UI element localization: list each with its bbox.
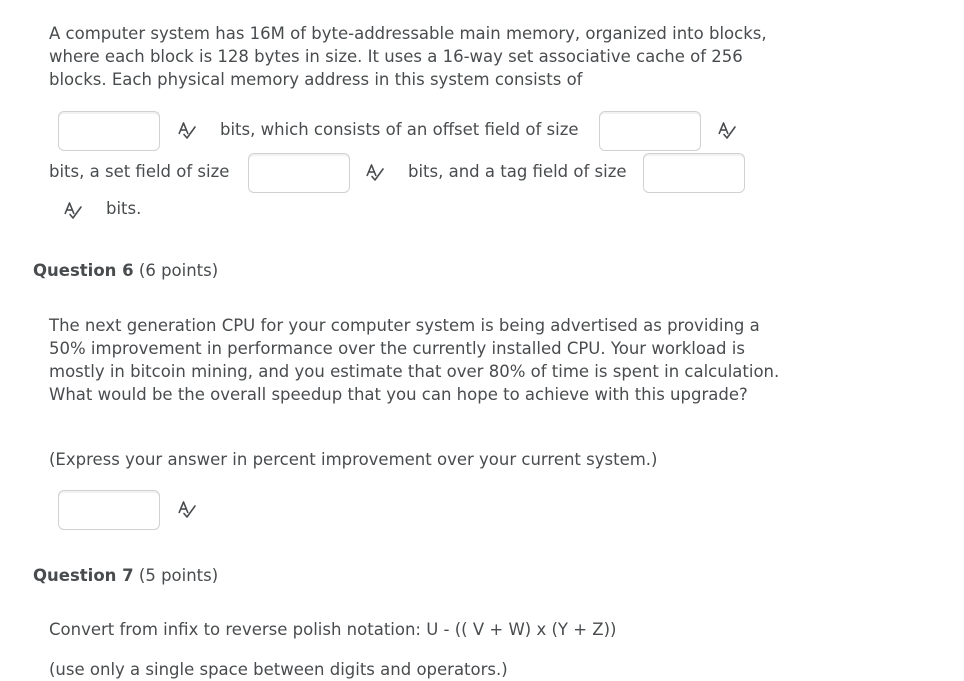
q5-offset-field-input[interactable] <box>599 111 701 151</box>
q6-title <box>33 261 218 280</box>
q6-note: (Express your answer in percent improvement over your current system.) <box>49 450 658 469</box>
q5-fragment-4: bits. <box>106 199 142 218</box>
q7-note: (use only a single space between digits and operators.) <box>49 660 508 679</box>
q7-question-text: Convert from infix to reverse polish notation: U - (( V + W) x (Y + Z)) <box>49 620 617 639</box>
spellcheck-icon[interactable] <box>716 121 738 141</box>
q5-tag-field-input[interactable] <box>643 153 745 193</box>
q6-question-text: The next generation CPU for your computer system is being advertised as providing a 50% improvement in performance over the currently installed CPU. Your workload is mostly in bitcoin mining, and you estimate that over 80% of time is spent in calculation. What would be the overall speedup that you can hope to achieve with this upgrade? <box>49 316 780 404</box>
q7-points: (5 points) <box>138 566 219 585</box>
q5-question-text: A computer system has 16M of byte-addressable main memory, organized into blocks, where each block is 128 bytes in size. It uses a 16-way set associative cache of 256 blocks. Each physical memory address in this system consists of <box>49 24 767 89</box>
q5-fragment-2: bits, a set field of size <box>49 162 230 181</box>
spellcheck-icon[interactable] <box>176 121 198 141</box>
q5-fragment-1: bits, which consists of an offset field of size <box>220 120 579 139</box>
spellcheck-icon[interactable] <box>364 163 386 183</box>
spellcheck-icon[interactable] <box>176 500 198 520</box>
q7-label: Question 7 <box>33 566 134 585</box>
q6-points: (6 points) <box>138 261 219 280</box>
q5-fragment-3: bits, and a tag field of size <box>408 162 627 181</box>
spellcheck-icon[interactable] <box>62 201 84 221</box>
q6-label: Question 6 <box>33 261 134 280</box>
q7-title <box>33 566 218 585</box>
q6-answer-input[interactable] <box>58 490 160 530</box>
q5-address-bits-input[interactable] <box>58 111 160 151</box>
q5-set-field-input[interactable] <box>248 153 350 193</box>
